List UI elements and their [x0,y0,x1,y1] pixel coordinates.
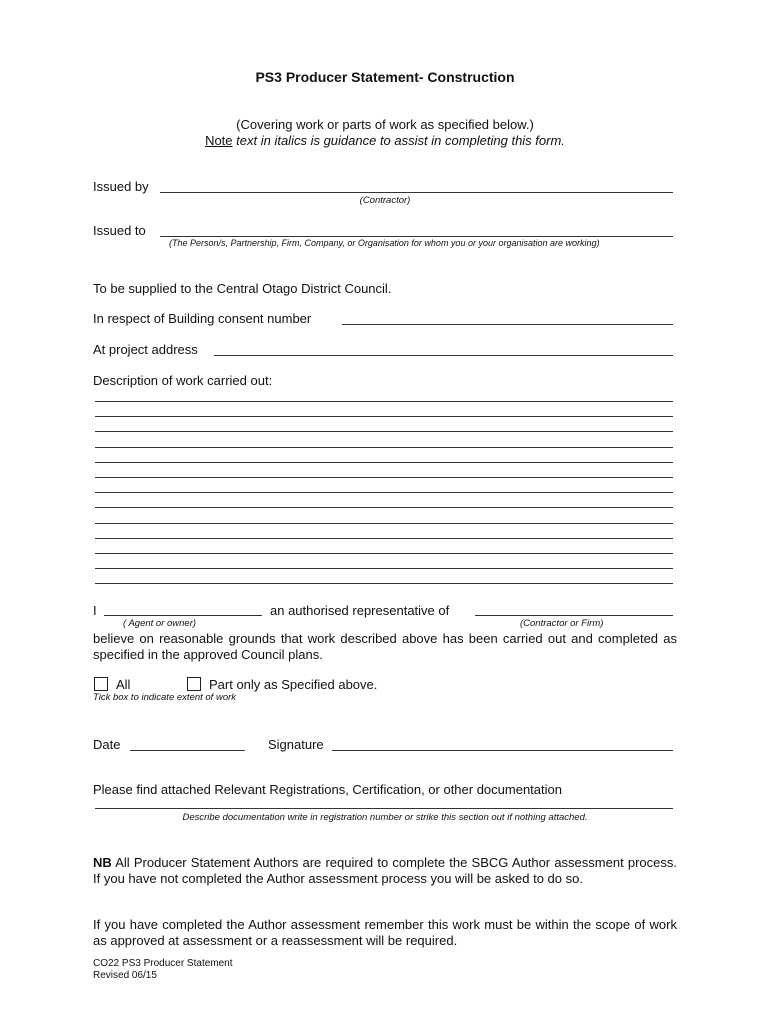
scope-paragraph: If you have completed the Author assessment remember this work must be within the scope of work as approved at assessment or a reassessment will be required. [93,917,677,948]
project-address-field[interactable] [214,355,673,356]
description-line[interactable] [95,401,673,402]
all-label: All [116,677,131,692]
part-only-label: Part only as Specified above. [209,677,378,692]
nb-paragraph [93,855,677,887]
issued-to-field[interactable] [160,236,673,237]
issued-to-hint: (The Person/s, Partnership, Firm, Company, or Organisation for whom you or your organisation are working) [169,238,600,248]
description-line[interactable] [95,447,673,448]
description-line[interactable] [95,507,673,508]
description-line[interactable] [95,523,673,524]
description-line[interactable] [95,553,673,554]
date-label: Date [93,737,121,752]
description-line[interactable] [95,583,673,584]
attached-text: Please find attached Relevant Registrations, Certification, or other documentation [93,782,562,797]
part-only-checkbox[interactable] [187,677,201,691]
supplied-to-text: To be supplied to the Central Otago District Council. [93,281,392,296]
footer-line-2: Revised 06/15 [93,970,157,981]
description-line[interactable] [95,477,673,478]
declaration-middle: an authorised representative of [270,603,450,618]
attached-documentation-field[interactable] [95,808,673,809]
contractor-hint: (Contractor or Firm) [520,618,604,629]
description-line[interactable] [95,431,673,432]
description-line[interactable] [95,416,673,417]
contractor-firm-field[interactable] [475,615,673,616]
extent-hint: Tick box to indicate extent of work [93,692,237,703]
address-label: At project address [93,342,198,357]
all-checkbox[interactable] [94,677,108,691]
issued-by-hint: (Contractor) [359,195,411,206]
declaration-i: I [93,603,97,618]
date-field[interactable] [130,750,245,751]
page-title: PS3 Producer Statement- Construction [255,69,515,85]
footer-line-1: CO22 PS3 Producer Statement [93,958,233,969]
signature-label: Signature [268,737,324,752]
description-label: Description of work carried out: [93,373,273,388]
issued-by-field[interactable] [160,192,673,193]
consent-number-field[interactable] [342,324,673,325]
note-line [0,133,770,148]
declaration-statement: believe on reasonable grounds that work described above has been carried out and completed as specified in the approved Council plans. [93,631,677,662]
description-line[interactable] [95,568,673,569]
consent-label: In respect of Building consent number [93,311,312,326]
agent-hint: ( Agent or owner) [123,618,197,629]
note-label: Note [205,133,233,148]
issued-to-label: Issued to [93,223,146,238]
attached-hint: Describe documentation write in registration number or strike this section out if nothing attached. [182,812,588,823]
description-line[interactable] [95,462,673,463]
nb-text: All Producer Statement Authors are required to complete the SBCG Author assessment process. If you have not completed the Author assessment process you will be asked to do so. [93,855,677,886]
subtitle: (Covering work or parts of work as specified below.) [236,117,534,132]
agent-name-field[interactable] [104,615,262,616]
description-line[interactable] [95,538,673,539]
description-line[interactable] [95,492,673,493]
nb-label: NB [93,855,112,870]
note-text: text in italics is guidance to assist in completing this form. [236,133,565,148]
issued-by-label: Issued by [93,179,149,194]
signature-field[interactable] [332,750,673,751]
